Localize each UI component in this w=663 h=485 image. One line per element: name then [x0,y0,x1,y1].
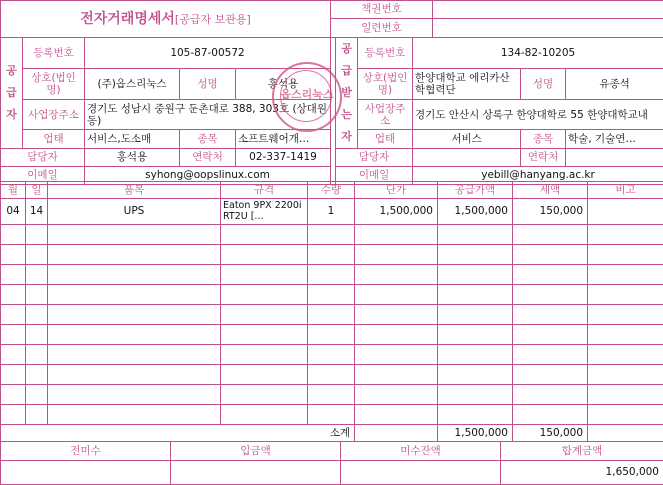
previous-balance-label: 전미수 [1,442,171,461]
table-row [1,405,663,425]
table-row [1,225,663,245]
col-day: 일 [26,182,48,199]
book-no-value [433,1,663,19]
supplier-addr: 경기도 성남시 중원구 둔촌대로 388, 303호 (상대원동) [85,99,331,130]
col-supply: 공급가액 [438,182,513,199]
supplier-email-label: 이메일 [1,167,85,185]
receiver-name: 한양대학교 에리카산학협력단 [413,68,521,99]
col-qty: 수량 [308,182,355,199]
supplier-addr-label: 사업장주소 [23,99,85,130]
col-item: 품목 [48,182,221,199]
supplier-rep-label: 성명 [180,68,236,99]
col-spec: 규격 [221,182,308,199]
receiver-type-label: 업태 [358,130,413,149]
row-supply: 1,500,000 [438,199,513,225]
receiver-reg-no: 134-82-10205 [413,38,663,69]
col-month: 월 [1,182,26,199]
total-label: 합계금액 [501,442,663,461]
receiver-email: yebill@hanyang.ac.kr [413,167,663,185]
col-tax: 세액 [513,182,588,199]
receiver-item-label: 종목 [521,130,566,149]
footer-table [0,441,663,485]
outstanding-value [341,461,501,485]
table-row [1,285,663,305]
items-table [0,181,663,442]
receiver-rep-label: 성명 [521,68,566,99]
company-seal-stamp: 옵스리눅스 [272,62,342,132]
subtotal-tax: 150,000 [513,425,588,442]
total-value: 1,650,000 [501,461,663,485]
col-note: 비고 [588,182,663,199]
supplier-side-label: 공급자 [1,38,23,149]
receiver-contact [566,149,663,167]
row-item: UPS [48,199,221,225]
table-row [1,305,663,325]
items-header-row [1,182,663,199]
table-row [1,265,663,285]
supplier-item-label: 종목 [180,130,236,149]
receiver-manager [413,149,521,167]
receiver-addr-label: 사업장주소 [358,99,413,130]
table-row [1,325,663,345]
title-text: 전자거래명세서 [80,11,175,27]
row-day: 14 [26,199,48,225]
book-no-label: 책권번호 [331,1,433,19]
table-row [1,365,663,385]
table-row [1,385,663,405]
subtotal-supply: 1,500,000 [438,425,513,442]
document-title [1,1,331,38]
receiver-email-label: 이메일 [336,167,413,185]
supplier-reg-no: 105-87-00572 [85,38,331,69]
supplier-contact: 02-337-1419 [236,149,331,167]
row-month: 04 [1,199,26,225]
table-row [1,245,663,265]
supplier-manager: 홍석용 [85,149,180,167]
receiver-side-label: 공급받는자 [336,38,358,149]
receiver-contact-label: 연락처 [521,149,566,167]
receiver-reg-label: 등록번호 [358,38,413,69]
previous-balance-value [1,461,171,485]
supplier-reg-label: 등록번호 [23,38,85,69]
row-spec: Eaton 9PX 2200i RT2U [... [221,199,308,225]
serial-no-label: 일련번호 [331,19,433,38]
receiver-type: 서비스 [413,130,521,149]
serial-no-value [433,19,663,38]
row-tax: 150,000 [513,199,588,225]
row-note [588,199,663,225]
supplier-type-label: 업태 [23,130,85,149]
subtitle-text: [공급자 보관용] [175,13,251,26]
receiver-rep: 유종석 [566,68,663,99]
supplier-rep: 홍석용 [236,68,331,99]
outstanding-label: 미수잔액 [341,442,501,461]
received-value [171,461,341,485]
supplier-manager-label: 담당자 [1,149,85,167]
supplier-type: 서비스,도소매 [85,130,180,149]
receiver-name-label: 상호(법인명) [358,68,413,99]
supplier-name-label: 상호(법인명) [23,68,85,99]
col-price: 단가 [355,182,438,199]
subtotal-label: 소계 [1,425,355,442]
header-table [0,0,663,38]
row-qty: 1 [308,199,355,225]
supplier-item: 소프트웨어개… [236,130,331,149]
supplier-contact-label: 연락처 [180,149,236,167]
supplier-email: syhong@oopslinux.com [85,167,331,185]
receiver-addr: 경기도 안산시 상록구 한양대학로 55 한양대학교내 [413,99,663,130]
row-price: 1,500,000 [355,199,438,225]
table-row [1,199,663,225]
table-row [1,345,663,365]
receiver-manager-label: 담당자 [336,149,413,167]
received-label: 입금액 [171,442,341,461]
supplier-name: (주)옵스리눅스 [85,68,180,99]
receiver-item: 학술, 기술연… [566,130,663,149]
subtotal-row [1,425,663,442]
